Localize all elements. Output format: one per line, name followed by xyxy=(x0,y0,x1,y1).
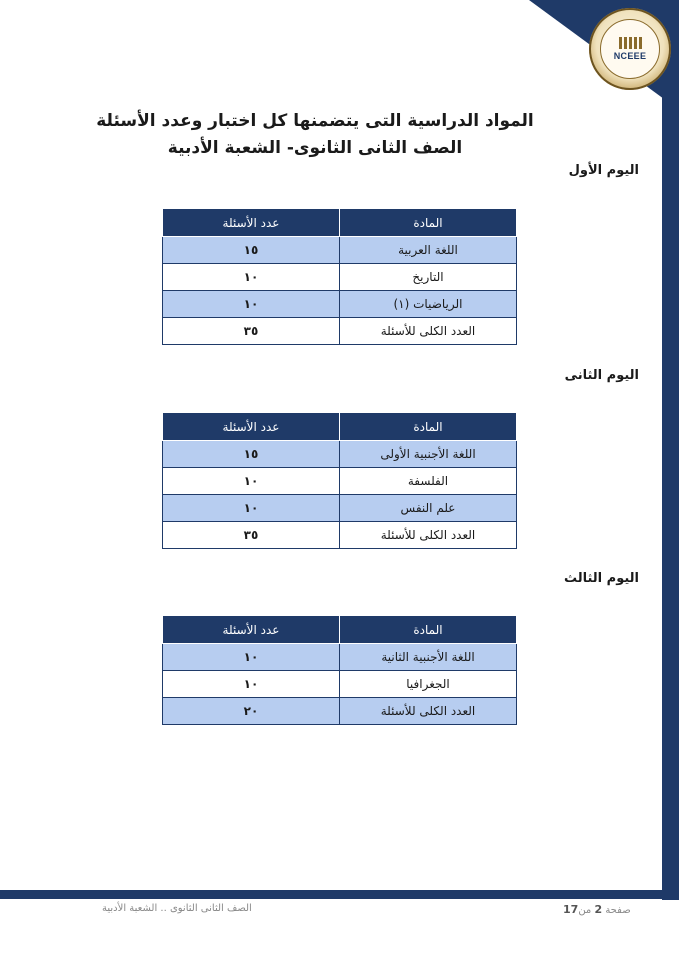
table-row xyxy=(163,468,517,495)
subject-cell: الفلسفة xyxy=(340,468,517,495)
total-pages: 17 xyxy=(563,903,579,916)
day-1-table xyxy=(162,208,517,345)
pillars-icon xyxy=(619,37,642,49)
total-count-cell: ٣٥ xyxy=(163,522,340,549)
table-row xyxy=(163,291,517,318)
title-line-1: المواد الدراسية التى يتضمنها كل اختبار وعدد الأسئلة xyxy=(96,111,534,131)
count-column-header: عدد الأسئلة xyxy=(163,413,340,441)
logo-emblem xyxy=(600,19,660,79)
page-title xyxy=(90,108,540,162)
subject-cell: اللغة العربية xyxy=(340,237,517,264)
total-label-cell: العدد الكلى للأسئلة xyxy=(340,522,517,549)
table-row xyxy=(163,237,517,264)
count-cell: ١٠ xyxy=(163,644,340,671)
subject-cell: اللغة الأجنبية الثانية xyxy=(340,644,517,671)
day-2-label: اليوم الثانى xyxy=(564,368,639,383)
subject-cell: الجغرافيا xyxy=(340,671,517,698)
page-word: صفحة xyxy=(605,905,631,916)
count-cell: ١٥ xyxy=(163,237,340,264)
table-total-row xyxy=(163,522,517,549)
table-total-row xyxy=(163,318,517,345)
total-count-cell: ٢٠ xyxy=(163,698,340,725)
logo-text: NCEEE xyxy=(613,51,647,61)
day-2-table xyxy=(162,412,517,549)
right-border-stripe xyxy=(662,70,679,900)
count-cell: ١٠ xyxy=(163,264,340,291)
count-column-header: عدد الأسئلة xyxy=(163,209,340,237)
day-3-label: اليوم الثالث xyxy=(563,571,639,586)
count-cell: ١٠ xyxy=(163,468,340,495)
count-cell: ١٠ xyxy=(163,291,340,318)
subject-column-header: المادة xyxy=(340,616,517,644)
title-line-2: الصف الثانى الثانوى- الشعبة الأدبية xyxy=(167,138,463,158)
count-cell: ١٠ xyxy=(163,671,340,698)
table-row xyxy=(163,495,517,522)
table-header-row xyxy=(163,413,517,441)
table-header-row xyxy=(163,209,517,237)
count-column-header: عدد الأسئلة xyxy=(163,616,340,644)
table-header-row xyxy=(163,616,517,644)
subject-cell: اللغة الأجنبية الأولى xyxy=(340,441,517,468)
count-cell: ١٥ xyxy=(163,441,340,468)
nceee-logo xyxy=(589,8,671,90)
table-row xyxy=(163,441,517,468)
footer-page-number xyxy=(563,903,631,916)
count-cell: ١٠ xyxy=(163,495,340,522)
bottom-border-stripe xyxy=(0,890,679,899)
subject-cell: علم النفس xyxy=(340,495,517,522)
subject-column-header: المادة xyxy=(340,413,517,441)
footer-section-label: الصف الثانى الثانوى .. الشعبة الأدبية xyxy=(102,903,252,914)
table-row xyxy=(163,644,517,671)
current-page: 2 xyxy=(594,903,603,916)
table-row xyxy=(163,264,517,291)
table-total-row xyxy=(163,698,517,725)
subject-cell: الرياضيات (١) xyxy=(340,291,517,318)
subject-cell: التاريخ xyxy=(340,264,517,291)
table-row xyxy=(163,671,517,698)
total-count-cell: ٣٥ xyxy=(163,318,340,345)
day-3-table xyxy=(162,615,517,725)
subject-column-header: المادة xyxy=(340,209,517,237)
total-label-cell: العدد الكلى للأسئلة xyxy=(340,698,517,725)
day-1-label: اليوم الأول xyxy=(568,163,639,178)
total-label-cell: العدد الكلى للأسئلة xyxy=(340,318,517,345)
of-word: من xyxy=(578,905,592,916)
